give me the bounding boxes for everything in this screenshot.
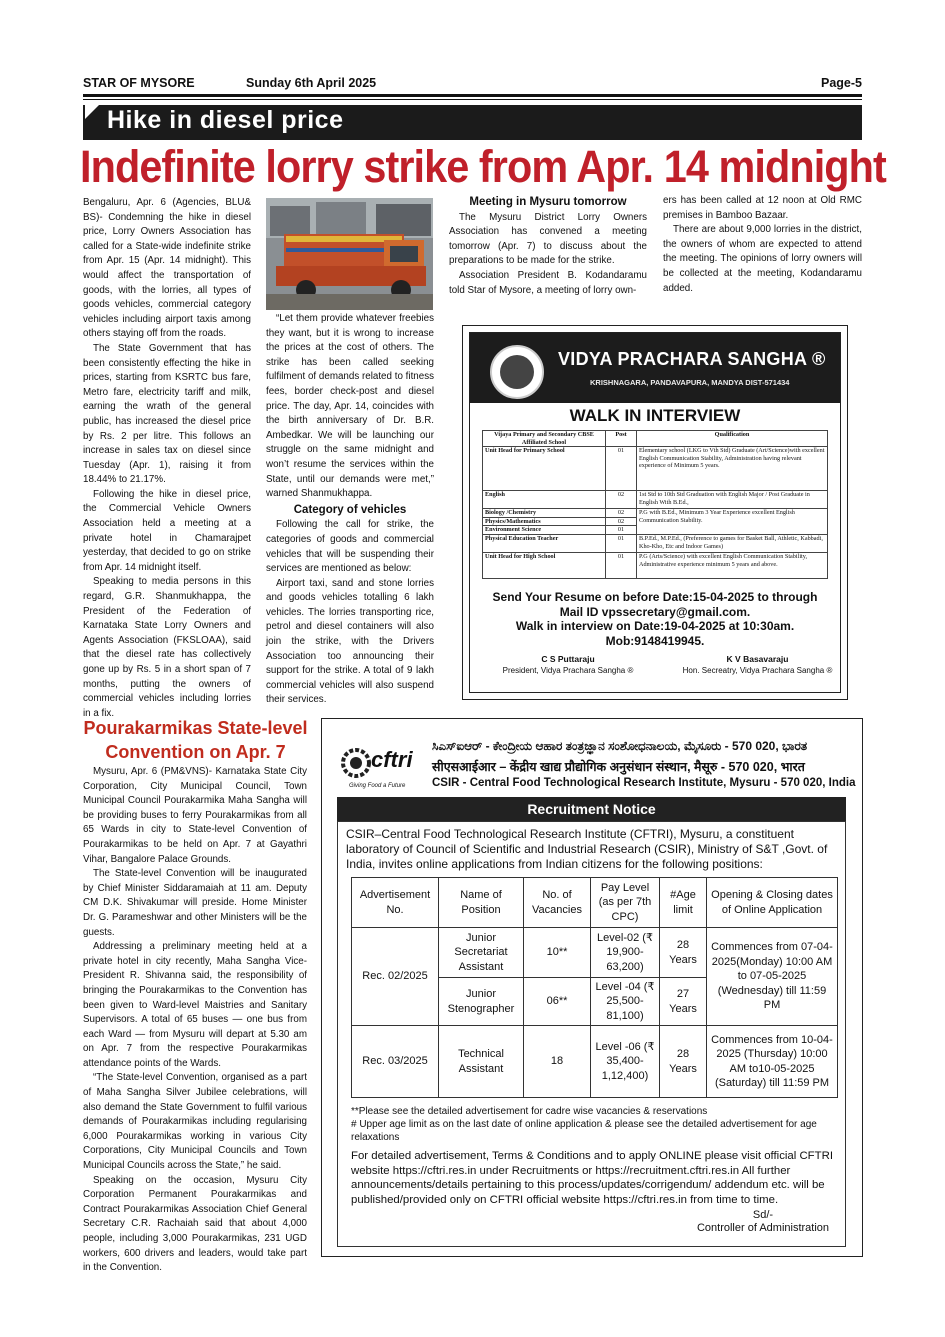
vps-advertisement	[462, 325, 848, 700]
table-cell: 02	[606, 509, 637, 518]
recruitment-notice-bar: Recruitment Notice	[337, 797, 846, 821]
table-cell: Physics/Mathematics	[483, 517, 606, 526]
table-cell: 27 Years	[660, 978, 707, 1026]
vps-ad-frame	[469, 332, 841, 693]
table-cell: 28 Years	[660, 1026, 707, 1098]
cftri-notes	[351, 1105, 838, 1144]
pourakarmikas-column	[83, 765, 307, 1276]
pourakarmikas-para: The State-level Convention will be inaugurated by Chief Minister Siddaramaiah at 11 am. Deputy CM D.K. Shivakumar will preside. Home Minister Dr. G. Parameshwar and other Ministers will be the guests.	[83, 868, 307, 938]
table-header: Advertisement No.	[352, 878, 439, 928]
table-row	[483, 447, 828, 491]
signatory-role: Controller of Administration	[696, 1222, 830, 1234]
table-cell: Technical Assistant	[439, 1026, 524, 1098]
table-cell: 01	[606, 447, 637, 491]
table-cell: Rec. 02/2025	[352, 928, 439, 1026]
table-cell: Commences from 07-04-2025(Monday) 10:00 AM to 07-05-2025 (Wednesday) till 11:59 PM	[707, 928, 838, 1026]
kicker-bar	[83, 105, 862, 140]
signature-sd: Sd/-	[752, 1209, 774, 1221]
table-cell: 10**	[524, 928, 591, 978]
lorry-para: Airport taxi, sand and stone lorries and goods vehicles totalling 6 lakh vehicles. The lorries transporting rice, petrol and diesel containers will also join the strike, with the Drivers Association too announcing their support for the strike. A total of 9 lakh commercial vehicles will also suspend their services.	[266, 577, 434, 706]
lorry-para: “Let them provide whatever freebies they want, but it is wrong to increase the prices at the cost of others. The strike has been called seeking fulfilment of demands related to fitness fees, border check-post and diesel price. The day, Apr. 14, coincides with the birth anniversary of Dr. B.R. Ambedkar. We will be launching our struggle on the same midnight and won’t resume the services within the State, until our demands were met,” warned Shanmukhappa.	[266, 313, 434, 500]
table-header: Qualification	[637, 431, 828, 447]
masthead-rule	[83, 94, 862, 97]
table-cell: Elementary school (LKG to Vth Std) Graduate (Art/Science)with excellent English Communication Stability, Administration having relevant experience of Minimum 5 years.	[637, 447, 828, 491]
cftri-intro: CSIR–Central Food Technological Research Institute (CFTRI), Mysuru, a constituent laboratory of Council of Scientific and Industrial Research (CSIR), Ministry of S&T ,Govt. of India, invites online applications from Indian citizens for the following positions:	[346, 827, 828, 871]
table-row	[483, 552, 828, 578]
lorry-para: Following the call for strike, the categories of goods and commercial vehicles that will be suspending their services are mentioned as below:	[266, 519, 434, 575]
table-header: Opening & Closing dates of Online Application	[707, 878, 838, 928]
lorry-para: ers has been called at 12 noon at Old RMC premises in Bamboo Bazaar.	[663, 195, 862, 221]
vps-walkin-line: Walk in interview on Date:19-04-2025 at 10:30am.	[515, 619, 795, 633]
table-cell: B.P.Ed., M.P.Ed., (Preference to games for Basket Ball, Athletic, Kabbadi, Kho-Kho, Etc and Indoor Games)	[637, 534, 828, 552]
lorry-para: Bengaluru, Apr. 6 (Agencies, BLU& BS)- Condemning the hike in diesel price, Lorry Owners Association has called for a State-wide indefinite strike from Apr. 15 (Apr. 14 midnight). This would affect the transportation of goods, with the lorries, all types of goods vehicles, commercial category vehicles including airport taxis among others staying off from the roads.	[83, 197, 251, 340]
cftri-name-english: CSIR - Central Food Technological Research Institute, Mysuru - 570 020, India	[432, 777, 856, 789]
table-cell: Physical Education Teacher	[483, 534, 606, 552]
table-header: Name of Position	[439, 878, 524, 928]
kicker-text: Hike in diesel price	[107, 106, 344, 134]
category-heading: Category of vehicles	[293, 503, 407, 516]
table-header-row	[483, 431, 828, 447]
vps-signatory-secretary	[675, 654, 840, 676]
vps-mobile-line: Mob:9148419945.	[605, 633, 705, 648]
pourakarmikas-para: Speaking on the occasion, Mysuru City Corporation Permanent Pourakarmikas and Contract Pourakarmikas Association Chief General Secretary C.R. Rachaiah said that about 4,000 people, including 3,000 Pourakarmikas, 231 UGD workers, 600 drivers and leaders, would take part in the Convention.	[83, 1174, 307, 1274]
pourakarmikas-para: Mysuru, Apr. 6 (PM&VNS)- Karnataka State City Corporation, City Municipal Council, Town Municipal Council Pourakarmika Maha Sangha will be providing buses to ferry Pourakarmikas from all 65 Wards in city to State-level Convention of Pourakarmikas to be held on Apr. 7 at Gayathri Vihar, Bangalore Palace Grounds.	[83, 766, 307, 865]
table-row	[483, 509, 828, 518]
lorry-para: Speaking to media persons in this regard, G.R. Shanmukhappa, the President of the Federation of Karnataka State Lorry Owners and Agents Association (FKSLOAA), said that the diesel rate has collectively gone up by Rs. 5 in a short span of 7 months, putting the owners of commercial vehicles including lorries in a fix.	[83, 576, 251, 719]
table-cell: 1st Std to 10th Std Graduation with English Major / Post Graduate in English With B.Ed.,	[637, 491, 828, 509]
table-cell: Commences from 10-04-2025 (Thursday) 10:00 AM to10-05-2025 (Saturday) till 11:59 PM	[707, 1026, 838, 1098]
table-row	[352, 1026, 838, 1098]
masthead-rule-thin	[83, 99, 862, 100]
cftri-name-kannada: ಸಿಎಸ್ಐಆರ್ - ಕೇಂದ್ರೀಯ ಆಹಾರ ತಂತ್ರಜ್ಞಾನ ಸಂಶೋಧನಾಲಯ, ಮೈಸೂರು - 570 020, ಭಾರತ	[432, 739, 808, 753]
vps-table	[482, 430, 828, 579]
table-row	[483, 534, 828, 552]
pourakarmikas-headline: Pourakarmikas State-level Convention on Apr. 7	[83, 718, 308, 762]
table-header: Pay Level (as per 7th CPC)	[591, 878, 660, 928]
recruitment-notice-box	[337, 821, 846, 1247]
lorry-para: Association President B. Kodandaramu told Star of Mysore, a meeting of lorry own-	[449, 269, 647, 296]
masthead	[83, 76, 862, 94]
signatory-name: C S Puttaraju	[541, 654, 595, 664]
lorry-para: There are about 9,000 lorries in the district, the owners of whom are expected to attend the meeting. The opinions of lorry owners will be collected at the meeting, Kodandaramu added.	[663, 224, 862, 294]
table-cell: Level-02 (₹ 19,900-63,200)	[591, 928, 660, 978]
vps-title: VIDYA PRACHARA SANGHA ®	[558, 349, 826, 369]
cftri-signature	[688, 1209, 838, 1235]
table-cell: P.G (Arts/Science) with excellent English Communication Stability, Administrative experience minimum 5 years and above.	[637, 552, 828, 578]
pourakarmikas-para: “The State-level Convention, organised as a part of Maha Sangha Silver Jubilee celebrations, will also demand the State Government to fulfil various demands of Pourakarmikas including regularising 6,000 Pourakarmikas working in various City Corporations, City Municipal Councils and Town Municipal Councils across the State,” he said.	[83, 1072, 307, 1172]
table-cell: 02	[606, 517, 637, 526]
table-cell: 01	[606, 534, 637, 552]
cftri-advertisement	[321, 718, 863, 1257]
pourakarmikas-para: Addressing a preliminary meeting held at a private hotel in city recently, Maha Sangha Vice-President R. Shivanna said, the responsibility of bringing the Pourakarmikas to the Convention has been given to Ward-level Maistries and Sanitary Supervisors. A total of 65 buses — one bus from each Ward — from Mysuru will depart at 5.30 am on Apr. 7 from the respective Pourakarmikas attendance points of the Wards.	[83, 941, 307, 1069]
main-headline: Indefinite lorry strike from Apr. 14 midnight	[80, 141, 886, 192]
table-header: Post	[606, 431, 637, 447]
table-cell: English	[483, 491, 606, 509]
vps-header	[470, 333, 840, 403]
table-header: Vijaya Primary and Secondary CBSE Affiliated School	[483, 431, 606, 447]
signatory-role: President, Vidya Prachara Sangha ®	[502, 666, 634, 675]
vps-emblem-icon	[490, 345, 544, 399]
table-cell: Level -04 (₹ 25,500-81,100)	[591, 978, 660, 1026]
table-cell: Rec. 03/2025	[352, 1026, 439, 1098]
lorry-photo-image	[266, 198, 433, 310]
table-cell: Level -06 (₹ 35,400-1,12,400)	[591, 1026, 660, 1098]
lorry-column-2	[266, 312, 434, 708]
cftri-vacancy-table	[351, 877, 838, 1098]
lorry-column-3	[449, 194, 647, 298]
cftri-note-age: # Upper age limit as on the last date of online application & please see the detailed advertisement for age relaxations	[351, 1119, 817, 1143]
table-header-row	[352, 878, 838, 928]
cftri-logo	[339, 737, 419, 797]
table-cell: 18	[524, 1026, 591, 1098]
table-row	[483, 491, 828, 509]
cftri-logo-text: cftri	[371, 747, 413, 772]
cftri-details: For detailed advertisement, Terms & Conditions and to apply ONLINE please visit official CFTRI website https://cftri.res.in under Recruitments or https://recruitment.cftri.res.in All further announcements/details pertaining to this process/updates/corrigendum/ addendum etc. will be published/provided only on CFTRI official website https://cftri.res.in from time to time.	[351, 1150, 833, 1206]
table-header: No. of Vacancies	[524, 878, 591, 928]
signatory-role: Hon. Secreatry, Vidya Prachara Sangha ®	[682, 666, 833, 675]
vps-signatory-president	[488, 654, 648, 676]
table-cell: P.G with B.Ed., Minimum 3 Year Experience excellent English Communication Stability.	[637, 509, 828, 535]
lorry-column-1	[83, 196, 251, 721]
kicker-corner	[85, 105, 99, 119]
vps-send-line: Send Your Resume on before Date:15-04-2025 to through	[492, 590, 818, 604]
cftri-tagline: Giving Food a Future	[349, 783, 406, 789]
table-cell: Unit Head for High School	[483, 552, 606, 578]
signatory-name: K V Basavaraju	[726, 654, 789, 664]
table-row	[352, 928, 838, 978]
table-cell: 28 Years	[660, 928, 707, 978]
table-header: #Age limit	[660, 878, 707, 928]
lorry-para: Following the hike in diesel price, the Commercial Vehicle Owners Association held a meeting at a private hotel in Chamarajpet yesterday, that decided to go on strike from Apr. 14 midnight itself.	[83, 488, 251, 573]
vps-address: KRISHNAGARA, PANDAVAPURA, MANDYA DIST-571434	[590, 378, 790, 387]
lorry-para: The Mysuru District Lorry Owners Association has convened a meeting tomorrow (Apr. 7) to discuss about the preparations to be made for the strike.	[449, 211, 647, 267]
table-cell: 01	[606, 552, 637, 578]
table-cell: Junior Secretariat Assistant	[439, 928, 524, 978]
table-cell: Environment Science	[483, 526, 606, 535]
cftri-name-hindi: सीएसआईआर – केंद्रीय खाद्य प्रौद्योगिक अनुसंधान संस्थान, मैसूरु - 570 020, भारत	[432, 760, 805, 774]
table-cell: 06**	[524, 978, 591, 1026]
issue-date: Sunday 6th April 2025	[246, 76, 377, 90]
lorries-photo	[266, 198, 433, 310]
vps-instructions	[470, 590, 840, 648]
cftri-note-vacancies: **Please see the detailed advertisement for cadre wise vacancies & reservations	[351, 1106, 708, 1117]
lorry-para: The State Government that has been consistently effecting the hike in prices, starting from KSRTC bus fare, Metro fare, electricity tariff and milk, earning the wrath of the general public, has increased the diesel price by Rs. 2 per litre. This follows an increase in sales tax on diesel since Tuesday (Apr. 1), raising it from 18.44% to 21.17%.	[83, 342, 251, 486]
table-cell: Biology /Chemistry	[483, 509, 606, 518]
paper-name: STAR OF MYSORE	[83, 76, 195, 90]
walk-in-heading: WALK IN INTERVIEW	[569, 406, 741, 425]
vps-mail-line: Mail ID vpssecretary@gmail.com.	[559, 604, 751, 619]
table-cell: 01	[606, 526, 637, 535]
page-number: Page-5	[821, 76, 862, 90]
table-cell: Junior Stenographer	[439, 978, 524, 1026]
table-cell: 02	[606, 491, 637, 509]
table-cell: Unit Head for Primary School	[483, 447, 606, 491]
meeting-heading: Meeting in Mysuru tomorrow	[469, 196, 627, 208]
lorry-column-4	[663, 194, 862, 296]
